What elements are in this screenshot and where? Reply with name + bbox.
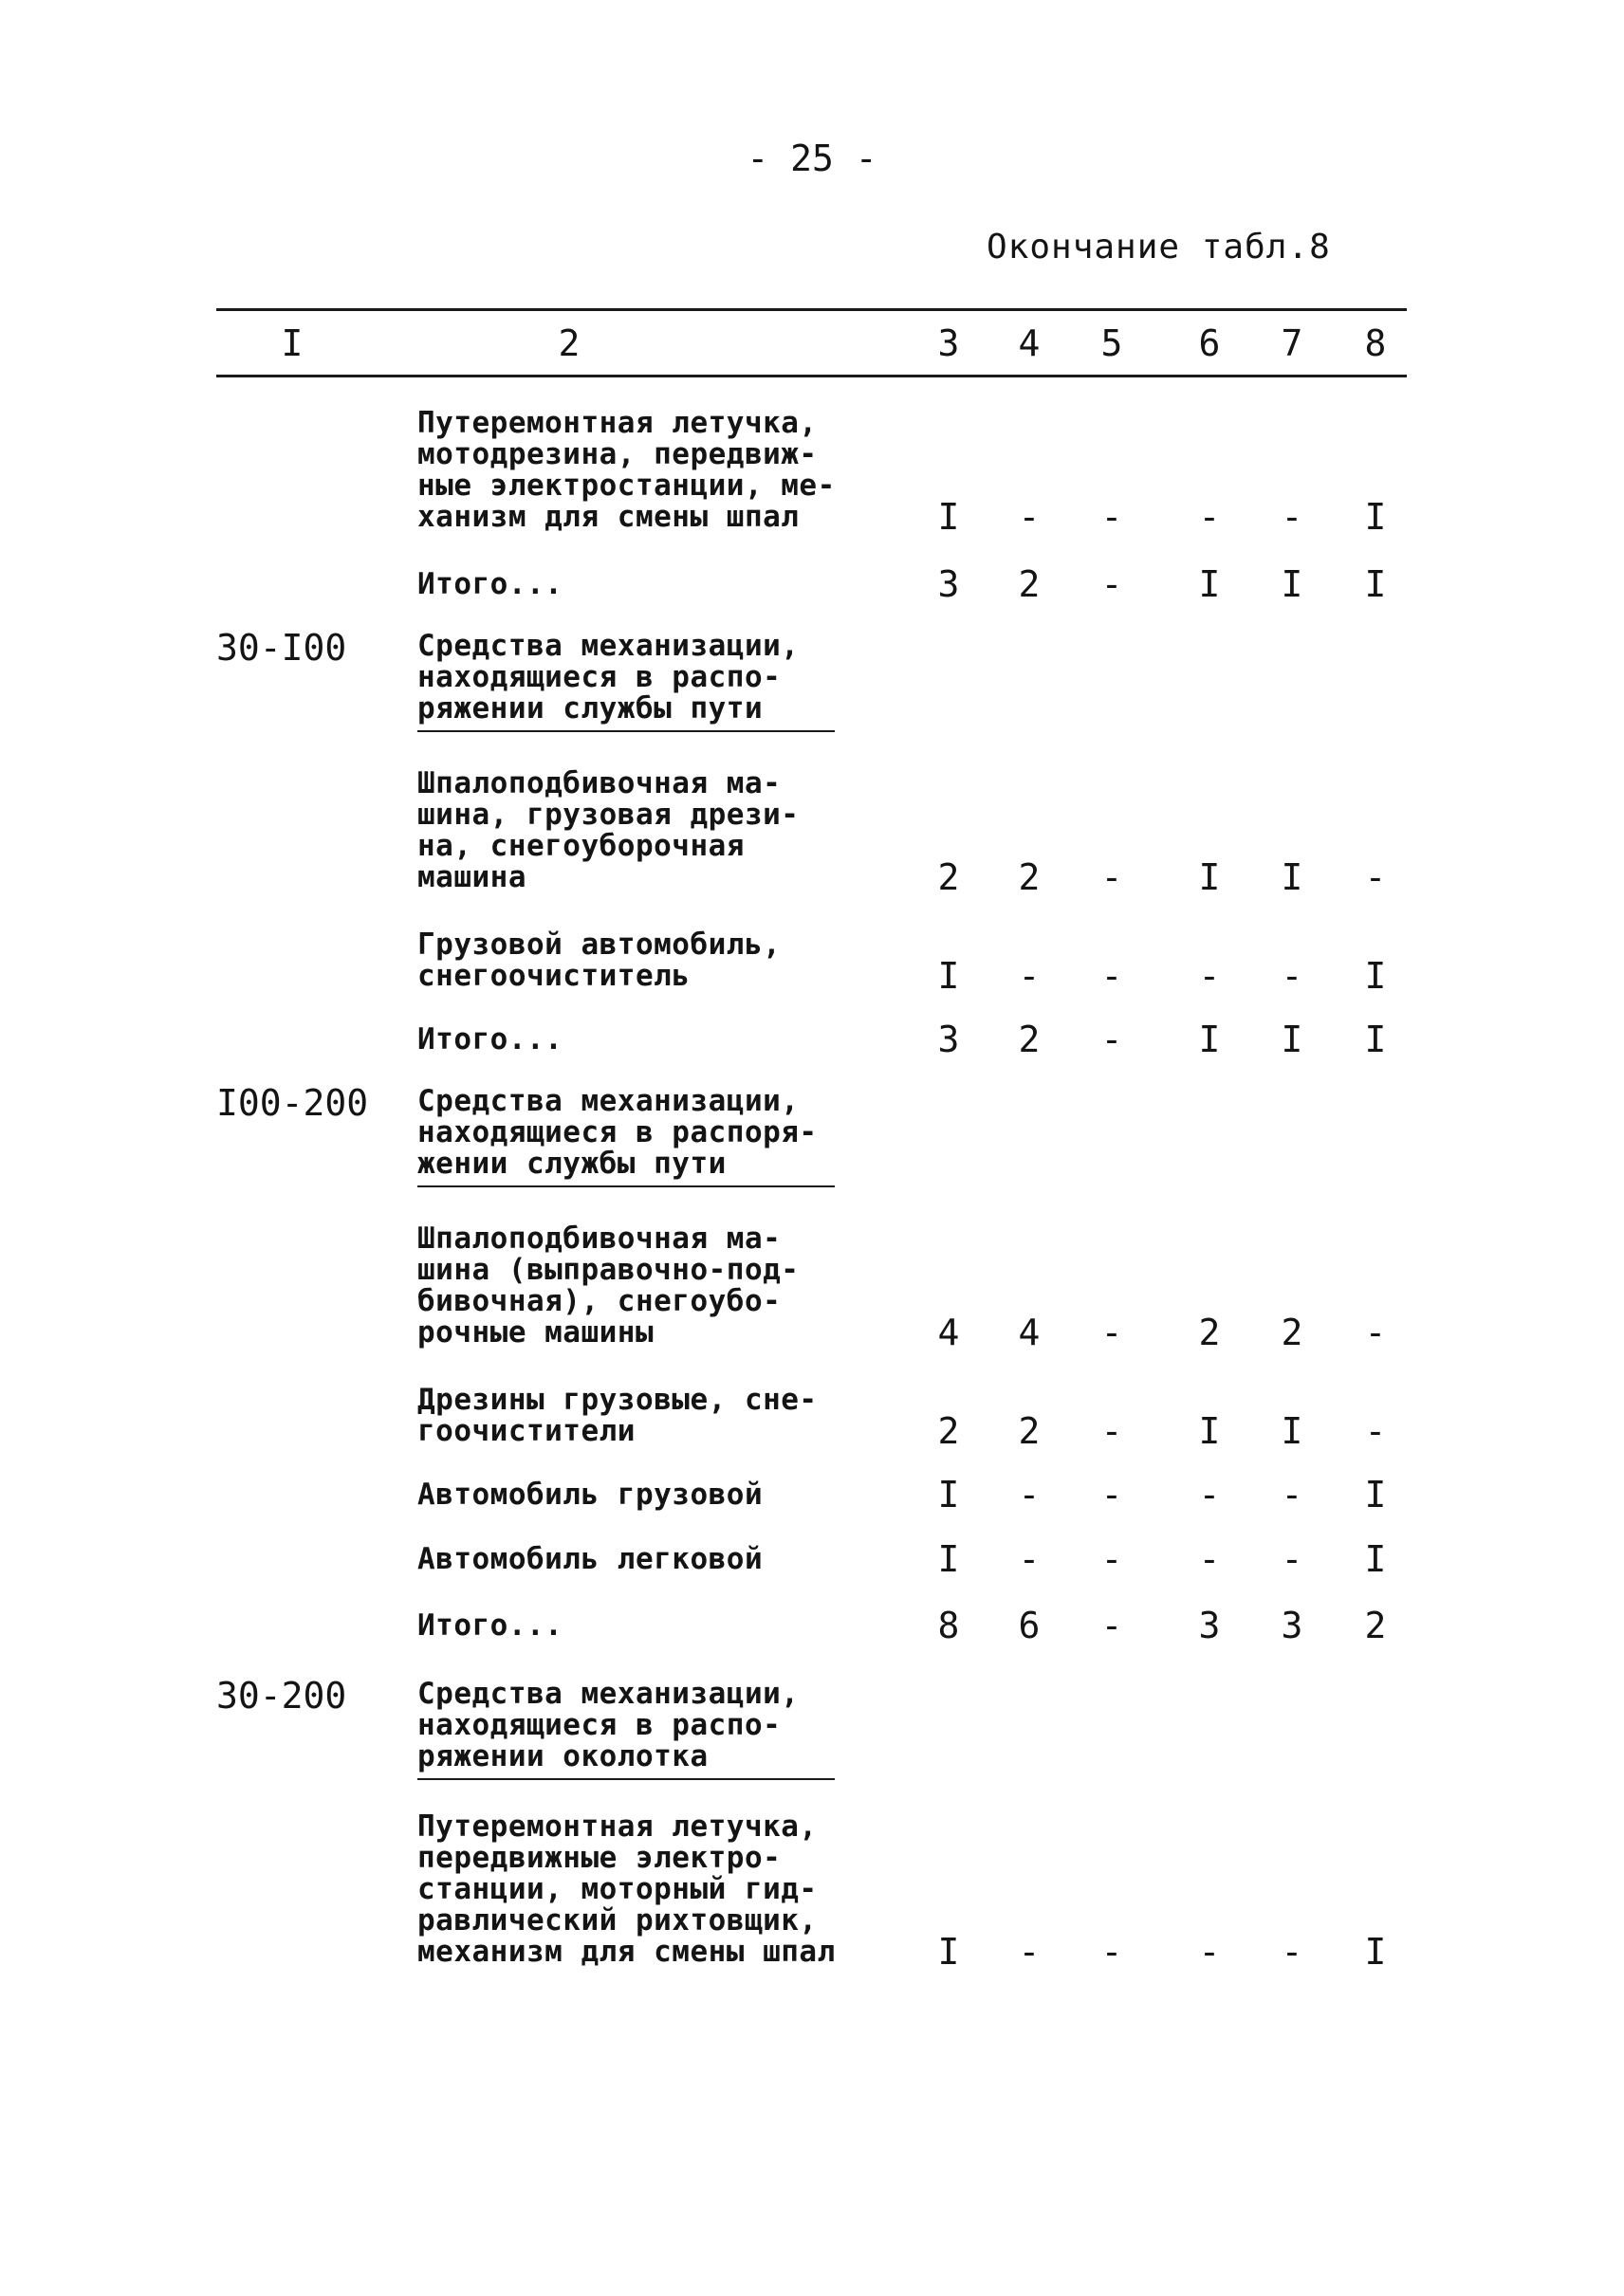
row-description-line: Итого... [417,1022,563,1056]
row-description-line: мотодрезина, передвиж- [417,437,818,471]
row-description [417,631,892,725]
row-description [417,1479,892,1511]
row-description-line: находящиеся в распо- [417,660,782,694]
row-description-line: Шпалоподбивочная ма- [417,766,782,800]
cell-col-4: 2 [1018,563,1041,605]
row-range: I00-200 [216,1082,369,1124]
cell-col-5: - [1100,955,1123,997]
row-range: 30-I00 [216,627,347,669]
cell-col-3: I [937,1931,960,1973]
row-description-line: Автомобиль грузовой [417,1478,764,1512]
cell-col-8: I [1364,496,1387,538]
cell-col-4: 2 [1018,1019,1041,1060]
row-description-line: равлический рихтовщик, [417,1903,818,1938]
cell-col-8: I [1364,1019,1387,1060]
cell-col-3: 8 [937,1605,960,1646]
row-description-line: ряжении службы пути [417,691,764,726]
row-description-line: находящиеся в распо- [417,1708,782,1742]
cell-col-5: - [1100,1410,1123,1452]
row-description-line: Автомобиль легковой [417,1542,764,1576]
row-description-line: гоочистители [417,1414,636,1448]
cell-col-3: 3 [937,1019,960,1060]
cell-col-7: I [1281,856,1303,898]
row-description-line: бивочная), снегоубо- [417,1284,782,1318]
row-description-line: шина, грузовая дрези- [417,798,800,832]
cell-col-8: - [1364,1312,1387,1353]
row-description-line: Средства механизации, [417,1084,800,1118]
row-description [417,1610,892,1642]
cell-col-8: 2 [1364,1605,1387,1646]
row-description-line: машина [417,860,526,894]
cell-col-5: - [1100,1605,1123,1646]
col-header-2: 2 [558,322,581,364]
row-description-line: ханизм для смены шпал [417,500,800,534]
row-description [417,1385,892,1447]
cell-col-6: I [1198,563,1221,605]
cell-col-6: - [1198,496,1221,538]
row-description [417,569,892,600]
row-description [417,1544,892,1575]
cell-col-3: 2 [937,856,960,898]
cell-col-5: - [1100,563,1123,605]
col-header-8: 8 [1364,322,1387,364]
cell-col-8: I [1364,955,1387,997]
row-description [417,408,892,533]
row-description-line: Итого... [417,567,563,601]
row-description [417,1086,892,1180]
row-description-line: механизм для смены шпал [417,1935,836,1969]
cell-col-3: 3 [937,563,960,605]
cell-col-3: 2 [937,1410,960,1452]
cell-col-6: - [1198,1474,1221,1515]
row-description [417,1679,892,1773]
cell-col-8: - [1364,856,1387,898]
page-number: - 25 - [747,138,877,179]
row-description [417,929,892,992]
cell-col-6: I [1198,1410,1221,1452]
col-header-5: 5 [1100,322,1123,364]
cell-col-4: - [1018,1538,1041,1580]
row-description-line: рочные машины [417,1315,655,1350]
col-header-3: 3 [937,322,960,364]
cell-col-7: I [1281,1410,1303,1452]
row-description-line: находящиеся в распоря- [417,1115,818,1149]
row-description-line: Дрезины грузовые, сне- [417,1383,818,1417]
row-description-line: жении службы пути [417,1147,727,1181]
cell-col-6: 3 [1198,1605,1221,1646]
cell-col-5: - [1100,1312,1123,1353]
cell-col-5: - [1100,1538,1123,1580]
cell-col-7: 3 [1281,1605,1303,1646]
cell-col-7: I [1281,563,1303,605]
row-description-line: ряжении околотка [417,1739,709,1773]
cell-col-4: - [1018,496,1041,538]
cell-col-8: - [1364,1410,1387,1452]
cell-col-3: I [937,1474,960,1515]
row-description-line: Итого... [417,1608,563,1643]
cell-col-3: I [937,496,960,538]
col-header-1: I [281,322,304,364]
table-top-rule [216,308,1407,311]
cell-col-8: I [1364,1931,1387,1973]
row-description-line: станции, моторный гид- [417,1872,818,1906]
cell-col-7: - [1281,1538,1303,1580]
section-underline [417,1185,835,1187]
cell-col-5: - [1100,1019,1123,1060]
row-description [417,1024,892,1056]
cell-col-4: 2 [1018,1410,1041,1452]
cell-col-7: - [1281,1474,1303,1515]
cell-col-5: - [1100,1931,1123,1973]
row-description-line: Средства механизации, [417,1677,800,1711]
cell-col-3: I [937,955,960,997]
section-underline [417,730,835,732]
cell-col-6: 2 [1198,1312,1221,1353]
cell-col-4: - [1018,1931,1041,1973]
cell-col-8: I [1364,1474,1387,1515]
table-caption: Окончание табл.8 [987,228,1331,266]
cell-col-8: I [1364,1538,1387,1580]
cell-col-3: 4 [937,1312,960,1353]
cell-col-7: I [1281,1019,1303,1060]
row-description-line: снегоочиститель [417,959,691,993]
row-description-line: передвижные электро- [417,1841,782,1875]
row-description-line: Шпалоподбивочная ма- [417,1221,782,1256]
row-description-line: Грузовой автомобиль, [417,928,782,962]
cell-col-5: - [1100,1474,1123,1515]
cell-col-5: - [1100,496,1123,538]
row-description-line: Путеремонтная летучка, [417,406,818,440]
col-header-4: 4 [1018,322,1041,364]
cell-col-4: - [1018,1474,1041,1515]
section-underline [417,1778,835,1780]
row-description [417,768,892,893]
row-description [417,1223,892,1349]
row-description-line: Средства механизации, [417,629,800,663]
row-description-line: шина (выправочно-под- [417,1253,800,1287]
cell-col-5: - [1100,856,1123,898]
cell-col-6: - [1198,955,1221,997]
cell-col-7: - [1281,955,1303,997]
col-header-7: 7 [1281,322,1303,364]
cell-col-3: I [937,1538,960,1580]
row-range: 30-200 [216,1675,347,1717]
cell-col-8: I [1364,563,1387,605]
cell-col-6: - [1198,1538,1221,1580]
cell-col-7: 2 [1281,1312,1303,1353]
row-description-line: на, снегоуборочная [417,829,745,863]
cell-col-4: 2 [1018,856,1041,898]
row-description-line: ные электростанции, ме- [417,468,836,503]
cell-col-6: - [1198,1931,1221,1973]
cell-col-7: - [1281,1931,1303,1973]
cell-col-4: 6 [1018,1605,1041,1646]
cell-col-4: 4 [1018,1312,1041,1353]
row-description-line: Путеремонтная летучка, [417,1809,818,1844]
table-header-rule [216,375,1407,377]
cell-col-6: I [1198,856,1221,898]
col-header-6: 6 [1198,322,1221,364]
cell-col-6: I [1198,1019,1221,1060]
row-description [417,1811,892,1968]
cell-col-7: - [1281,496,1303,538]
cell-col-4: - [1018,955,1041,997]
